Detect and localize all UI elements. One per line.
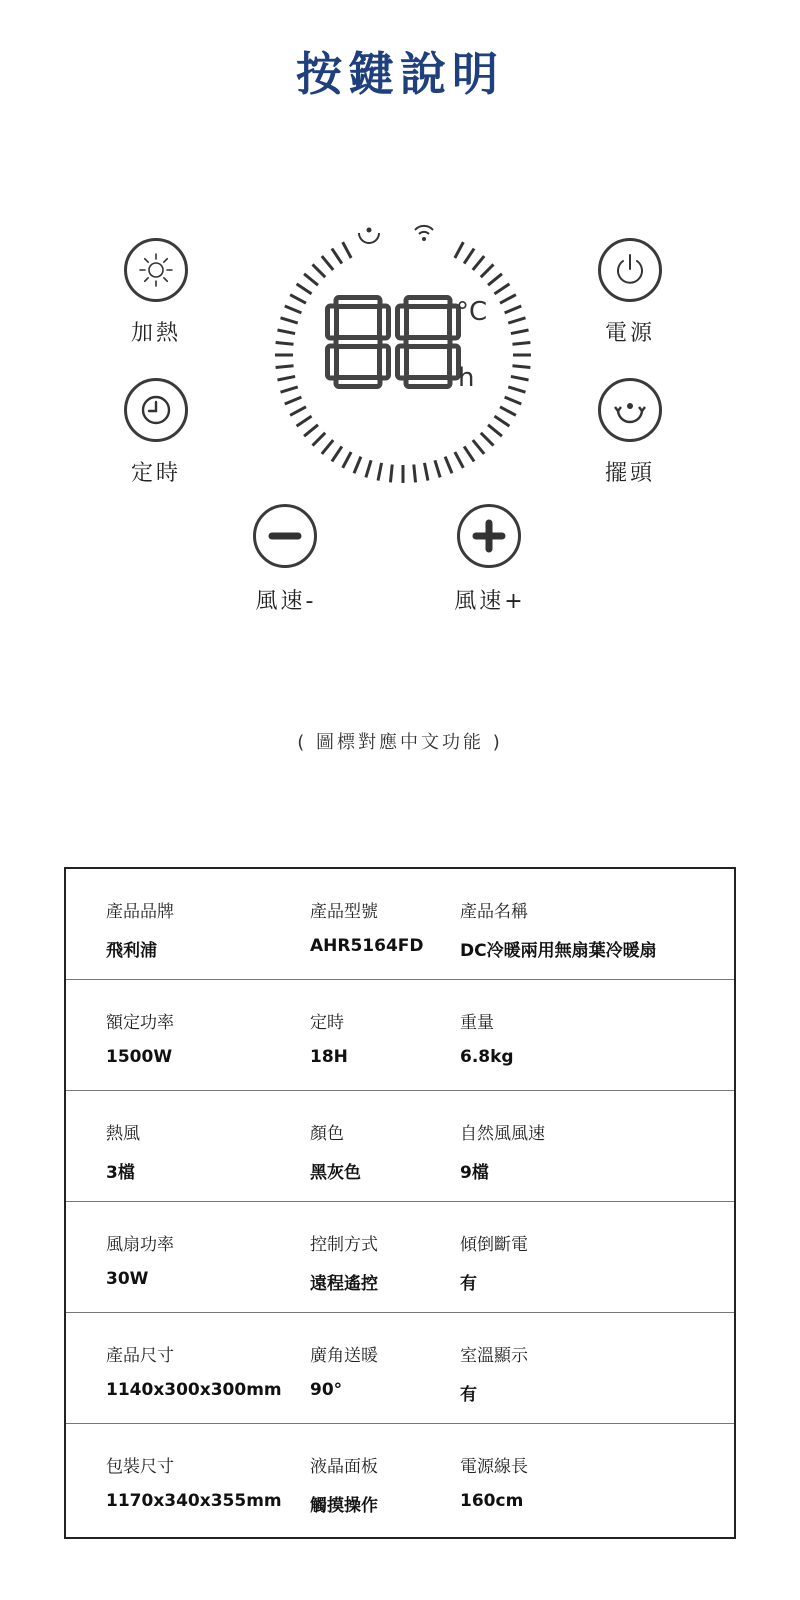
spec-key: 重量 <box>460 1013 494 1033</box>
spec-value: 飛利浦 <box>106 941 157 961</box>
spec-value: AHR5164FD <box>310 936 424 956</box>
ring-tick <box>285 306 302 313</box>
ring-tick <box>281 387 298 392</box>
ring-tick <box>312 433 325 446</box>
heat-label: 加熱 <box>130 321 181 346</box>
ring-tick <box>304 274 318 285</box>
spec-value: 3檔 <box>106 1163 135 1183</box>
ring-tick <box>276 342 294 344</box>
spec-row <box>66 979 734 1092</box>
ring-tick <box>505 397 522 404</box>
spec-value: 1500W <box>106 1047 173 1067</box>
spec-key: 額定功率 <box>106 1013 174 1033</box>
ring-tick <box>488 425 502 436</box>
spec-row <box>66 869 734 981</box>
spec-key: 廣角送暖 <box>310 1346 378 1366</box>
ring-tick <box>332 446 342 461</box>
digit-segment <box>336 298 380 307</box>
ring-tick <box>464 249 474 264</box>
digit-segment <box>328 306 337 338</box>
spec-value: 9檔 <box>460 1163 489 1183</box>
ring-tick <box>464 446 474 461</box>
ring-tick <box>304 425 318 436</box>
swing-icon <box>610 390 650 430</box>
swing-indicator-icon <box>359 228 379 244</box>
seven-segment-display <box>328 298 459 387</box>
ring-tick <box>290 407 306 415</box>
power-icon <box>610 250 650 290</box>
digit-segment <box>398 346 407 378</box>
spec-value: 有 <box>460 1385 477 1405</box>
spec-key: 電源線長 <box>460 1457 528 1477</box>
spec-key: 室溫顯示 <box>460 1346 528 1366</box>
plus-icon <box>467 514 511 558</box>
spec-value: 黑灰色 <box>310 1163 361 1183</box>
spec-value: 觸摸操作 <box>310 1496 378 1516</box>
heat-button[interactable] <box>124 238 188 302</box>
power-button[interactable] <box>598 238 662 302</box>
digit-segment <box>380 346 389 378</box>
ring-tick <box>343 452 351 468</box>
ring-tick <box>277 330 295 334</box>
digit-segment <box>398 306 407 338</box>
ring-tick <box>276 366 294 368</box>
speed-up-button[interactable] <box>457 504 521 568</box>
ring-tick <box>473 440 484 454</box>
ring-tick <box>481 264 494 277</box>
spec-value: 遠程遙控 <box>310 1274 378 1294</box>
ring-tick <box>343 242 351 258</box>
spec-value: 160cm <box>460 1491 524 1511</box>
swing-label: 擺頭 <box>604 461 655 486</box>
ring-tick <box>424 463 428 481</box>
display-ring <box>268 220 538 490</box>
swing-button[interactable] <box>598 378 662 442</box>
clock-icon <box>136 390 176 430</box>
spec-value: 1170x340x355mm <box>106 1491 282 1511</box>
page-title: 按鍵說明 <box>296 47 504 101</box>
ring-tick <box>508 318 525 323</box>
spec-value: 6.8kg <box>460 1047 514 1067</box>
ring-tick <box>414 464 416 482</box>
spec-key: 傾倒斷電 <box>460 1235 528 1255</box>
digit-segment <box>336 378 380 387</box>
timer-button[interactable] <box>124 378 188 442</box>
ring-tick <box>322 440 333 454</box>
wifi-icon <box>415 226 433 241</box>
spec-row <box>66 1423 734 1536</box>
ring-tick <box>435 460 440 477</box>
ring-tick <box>312 264 325 277</box>
ring-tick <box>322 256 333 270</box>
spec-row <box>66 1312 734 1425</box>
ring-tick <box>511 330 529 334</box>
spec-table <box>64 867 736 1539</box>
ring-tick <box>481 433 494 446</box>
ring-tick <box>500 295 516 303</box>
ring-tick <box>366 460 371 477</box>
hour-unit: h <box>458 363 475 393</box>
digit-segment <box>406 338 450 347</box>
ring-tick <box>297 284 312 294</box>
digit-segment <box>380 306 389 338</box>
ring-tick <box>494 416 509 426</box>
spec-key: 包裝尺寸 <box>106 1457 174 1477</box>
spec-key: 定時 <box>310 1013 344 1033</box>
ring-tick <box>455 242 463 258</box>
speed-down-label: 風速- <box>255 589 317 614</box>
spec-value: 1140x300x300mm <box>106 1380 282 1400</box>
spec-key: 自然風風速 <box>460 1124 545 1144</box>
ring-tick <box>445 457 452 474</box>
minus-icon <box>263 514 307 558</box>
ring-tick <box>473 256 484 270</box>
digit-segment <box>328 346 337 378</box>
icon-caption: ( 圖標對應中文功能 ) <box>297 732 503 753</box>
spec-key: 產品型號 <box>310 902 378 922</box>
ring-tick <box>332 249 342 264</box>
spec-key: 顏色 <box>310 1124 344 1144</box>
celsius-unit: °C <box>456 297 488 327</box>
spec-key: 控制方式 <box>310 1235 378 1255</box>
sun-icon <box>136 250 176 290</box>
ring-tick <box>488 274 502 285</box>
spec-key: 熱風 <box>106 1124 140 1144</box>
digit-segment <box>336 338 380 347</box>
spec-value: 30W <box>106 1269 149 1289</box>
spec-value: 90° <box>310 1380 343 1400</box>
ring-tick <box>297 416 312 426</box>
spec-value: 有 <box>460 1274 477 1294</box>
ring-tick <box>494 284 509 294</box>
speed-down-button[interactable] <box>253 504 317 568</box>
speed-up-label: 風速+ <box>454 589 526 614</box>
ring-tick <box>354 457 361 474</box>
ring-tick <box>290 295 306 303</box>
ring-tick <box>277 376 295 380</box>
ring-tick <box>390 464 392 482</box>
spec-row <box>66 1090 734 1203</box>
ring-tick <box>511 376 529 380</box>
digit-segment <box>406 298 450 307</box>
ring-tick <box>512 342 530 344</box>
timer-label: 定時 <box>130 461 181 486</box>
digit-segment <box>406 378 450 387</box>
spec-key: 風扇功率 <box>106 1235 174 1255</box>
spec-value: 18H <box>310 1047 348 1067</box>
spec-key: 產品品牌 <box>106 902 174 922</box>
spec-key: 產品名稱 <box>460 902 528 922</box>
ring-tick <box>378 463 382 481</box>
ring-tick <box>500 407 516 415</box>
ring-tick <box>285 397 302 404</box>
spec-value: DC冷暖兩用無扇葉冷暖扇 <box>460 941 657 961</box>
ring-tick <box>508 387 525 392</box>
spec-row <box>66 1201 734 1314</box>
ring-tick <box>512 366 530 368</box>
ring-tick <box>505 306 522 313</box>
spec-key: 液晶面板 <box>310 1457 378 1477</box>
ring-tick <box>281 318 298 323</box>
power-label: 電源 <box>604 321 655 346</box>
spec-key: 產品尺寸 <box>106 1346 174 1366</box>
ring-tick <box>455 452 463 468</box>
